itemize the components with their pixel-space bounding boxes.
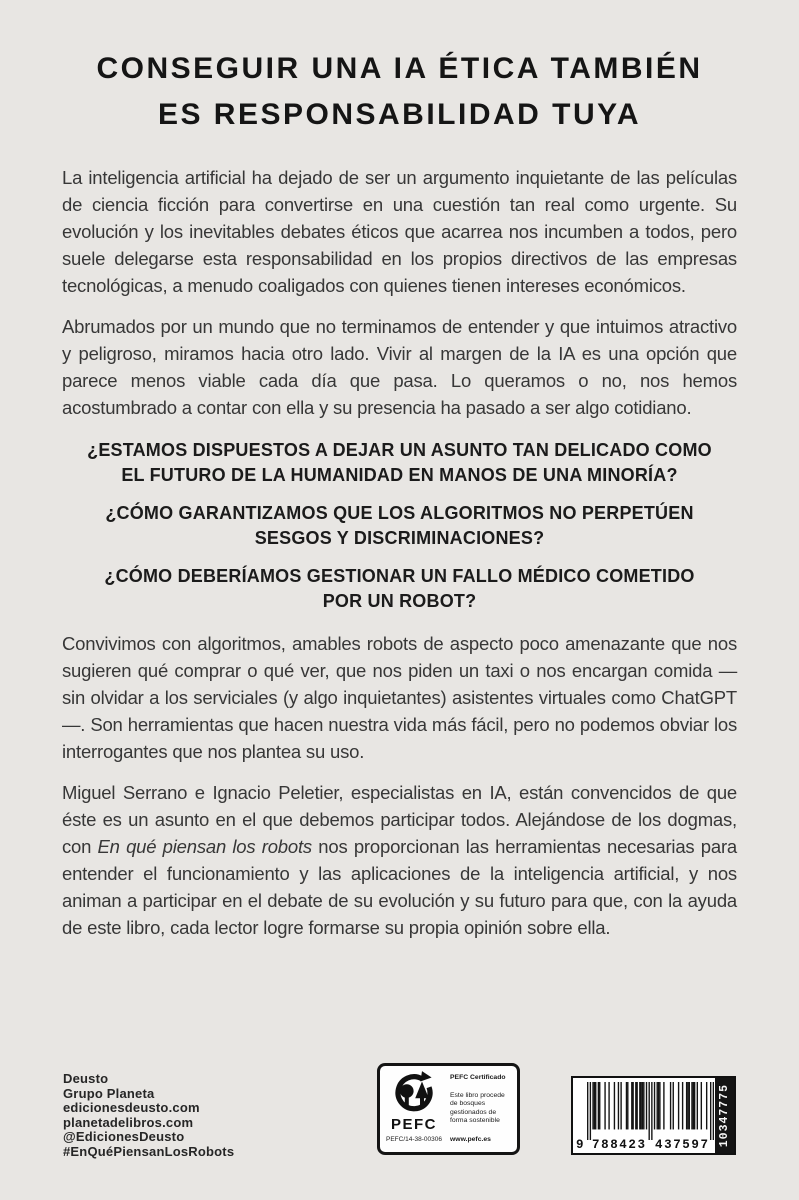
question-3-line-2: POR UN ROBOT? xyxy=(322,591,477,611)
pefc-trees-icon xyxy=(390,1071,438,1116)
pefc-certification-label xyxy=(377,1063,520,1155)
pefc-license-code: PEFC/14-38-00306 xyxy=(385,1136,442,1143)
pefc-text-column xyxy=(448,1066,517,1152)
pefc-website: www.pefc.es xyxy=(450,1136,491,1143)
question-1-line-2: EL FUTURO DE LA HUMANIDAD EN MANOS DE UNA MINORÍA? xyxy=(121,465,678,485)
body-paragraph-4 xyxy=(62,779,737,941)
cover-text-column xyxy=(0,46,799,941)
pefc-logo-column xyxy=(380,1066,448,1152)
paragraph-4-lead: Miguel Serrano e Ignacio Peletier, especialistas en IA, están convencidos de que éste es un asunto en el que debemos participar todos. Alejándose de los dogmas, con xyxy=(62,782,737,857)
pefc-claim-text: Este libro procede de bosques gestionados de forma sostenible xyxy=(450,1092,505,1124)
publisher-social-handle: @EdicionesDeusto xyxy=(63,1129,185,1145)
paragraph-4-tail: nos proporcionan las herramientas necesarias para entender el funcionamiento y las aplicaciones de la inteligencia artificial, y nos animan a participar en el debate de su evolución y su futuro para que, con la ayuda de este libro, cada lector logre formarse su propia opinión sobre ella. xyxy=(62,836,737,938)
body-paragraph-2: Abrumados por un mundo que no terminamos de entender y que intuimos atractivo y peligroso, miramos hacia otro lado. Vivir al margen de la IA es una opción que parece menos viable cada día que pasa. Lo queramos o no, nos hemos acostumbrado a contar con ella y su presencia ha pasado a ser algo cotidiano. xyxy=(62,316,737,418)
publisher-imprint: Deusto xyxy=(63,1071,109,1086)
barcode-bars xyxy=(587,1082,714,1140)
question-2 xyxy=(62,501,737,551)
isbn-barcode xyxy=(571,1076,736,1155)
ean-right-digits: 437597 xyxy=(655,1138,710,1152)
publisher-website-1: edicionesdeusto.com xyxy=(63,1100,200,1116)
publisher-group: Grupo Planeta xyxy=(63,1085,155,1101)
body-paragraph-3: Convivimos con algoritmos, amables robots de aspecto poco amenazante que nos sugieren qué comprar o qué ver, que nos piden un taxi o nos encargan comida —sin olvidar a los serviciales (y algo inquietantes) asistentes virtuales como ChatGPT—. Son herramientas que hacen nuestra vida más fácil, pero no podemos obviar los interrogantes que nos plantea su uso. xyxy=(62,633,737,762)
question-1-line-1: ¿ESTAMOS DISPUESTOS A DEJAR UN ASUNTO TAN DELICADO COMO xyxy=(87,440,712,460)
pefc-wordmark: PEFC xyxy=(390,1116,437,1133)
question-3 xyxy=(62,564,737,614)
ean-left-digits: 788423 xyxy=(592,1138,647,1152)
headline xyxy=(62,46,737,138)
publisher-hashtag: #EnQuéPiensanLosRobots xyxy=(63,1143,235,1159)
headline-line-1: CONSEGUIR UNA IA ÉTICA TAMBIÉN xyxy=(96,52,703,85)
body-paragraph-1: La inteligencia artificial ha dejado de ser un argumento inquietante de las películas de ciencia ficción para convertirse en una cuestión tan real como urgente. Su evolución y los inevitables debates éticos que acarrea nos incumben a todos, pero suele delegarse esta responsabilidad en los propios directivos de las empresas tecnológicas, a menudo coaligados con quienes tienen intereses económicos. xyxy=(62,167,737,296)
publisher-block xyxy=(63,1072,234,1160)
product-code-strip xyxy=(715,1078,734,1153)
ean-first-digit: 9 xyxy=(576,1138,584,1152)
question-3-line-1: ¿CÓMO DEBERÍAMOS GESTIONAR UN FALLO MÉDICO COMETIDO xyxy=(104,566,695,586)
publisher-website-2: planetadelibros.com xyxy=(63,1114,194,1130)
book-title-mention: En qué piensan los robots xyxy=(97,836,312,857)
pefc-certified-label: PEFC Certificado xyxy=(450,1074,506,1081)
headline-line-2: ES RESPONSABILIDAD TUYA xyxy=(157,98,642,131)
question-2-line-1: ¿CÓMO GARANTIZAMOS QUE LOS ALGORITMOS NO PERPETÚEN xyxy=(105,503,694,523)
question-1 xyxy=(62,438,737,488)
questions-block xyxy=(62,438,737,614)
vertical-product-code: 10347775 xyxy=(718,1083,731,1148)
question-2-line-2: SESGOS Y DISCRIMINACIONES? xyxy=(254,528,545,548)
